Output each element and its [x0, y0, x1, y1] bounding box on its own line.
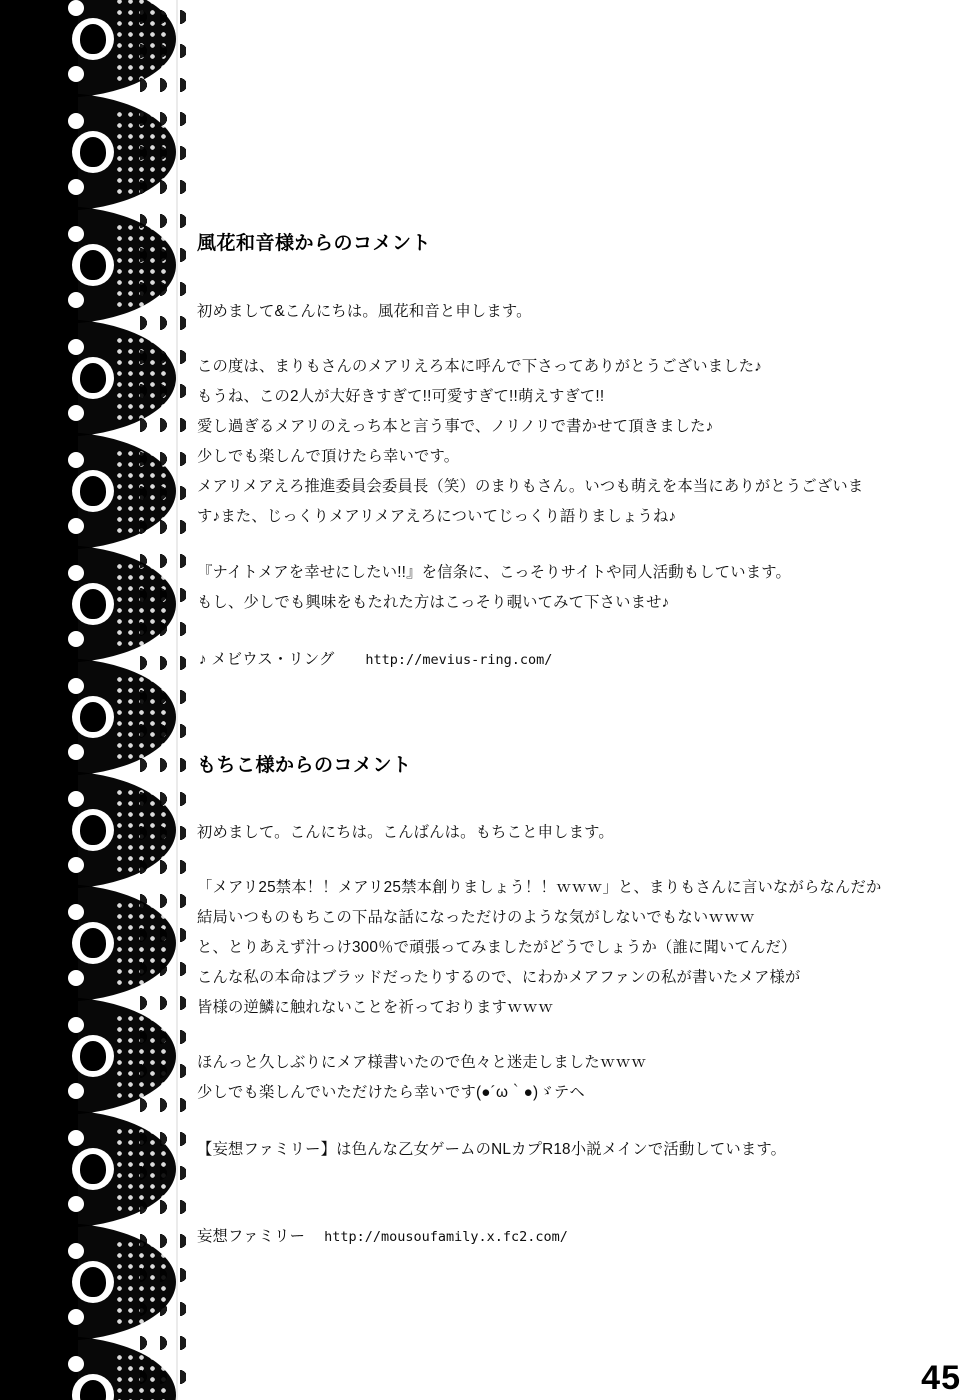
lace-scallop: [58, 0, 176, 98]
section-title-fuuka-kazune: 風花和音様からのコメント: [197, 233, 432, 254]
site-link-mochiko: [197, 1222, 568, 1252]
lace-scallop: [58, 1336, 176, 1400]
lace-scallop: [58, 206, 176, 324]
text-line: 結局いつものもちこの下品な話になっただけのような気がしないでもないｗｗｗ: [197, 909, 755, 926]
text-line: ほんっと久しぶりにメア様書いたので色々と迷走しましたｗｗｗ: [197, 1054, 647, 1071]
section-title-mochiko: もちこ様からのコメント: [197, 755, 412, 776]
text-line: と、とりあえず汁っけ300％で頑張ってみましたがどうでしょうか（誰に聞いてんだ）: [197, 939, 797, 956]
lace-border-decoration: [0, 0, 190, 1400]
text-line: 『ナイトメアを幸せにしたい!!』を信条に、こっそりサイトや同人活動もしています。: [197, 564, 791, 581]
lace-scallop: [58, 997, 176, 1115]
site-link-fuuka-kazune: [199, 645, 552, 675]
text-line: 少しでも楽しんで頂けたら幸いです。: [197, 448, 460, 465]
text-line: 皆様の逆鱗に触れないことを祈っておりますｗｗｗ: [197, 999, 554, 1016]
site-link-url[interactable]: http://mousoufamily.x.fc2.com/: [324, 1229, 568, 1245]
paragraph-block: [197, 352, 897, 532]
text-line: 愛し過ぎるメアリのえっち本と言う事で、ノリノリで書かせて頂きました♪: [197, 418, 714, 435]
paragraph-block: [197, 873, 897, 1023]
site-link-label: ♪ メビウス・リング: [199, 651, 335, 668]
text-line: 少しでも楽しんでいただけたら幸いです(●´ω｀●)ゞテヘ: [197, 1084, 585, 1101]
text-line: こんな私の本命はブラッドだったりするので、にわかメアファンの私が書いたメア様が: [197, 969, 801, 986]
lace-scallop: [58, 93, 176, 211]
text-line: 【妄想ファミリー】は色んな乙女ゲームのNLカプR18小説メインで活動しています。: [197, 1141, 787, 1158]
site-link-url[interactable]: http://mevius-ring.com/: [365, 652, 553, 668]
paragraph-block: [197, 558, 897, 618]
site-link-label: 妄想ファミリー: [197, 1228, 306, 1245]
page-number: 45: [921, 1359, 961, 1397]
lace-scallop: [58, 545, 176, 663]
text-line: もし、少しでも興味をもたれた方はこっそり覗いてみて下さいませ♪: [197, 594, 670, 611]
text-line: 「メアリ25禁本！！メアリ25禁本創りましょう！！ｗｗｗ」と、まりもさんに言いながらなんだか: [197, 879, 882, 896]
lace-edge-line: [176, 0, 178, 1400]
lace-scallop: [58, 771, 176, 889]
lace-scallop: [58, 658, 176, 776]
lace-scallop: [58, 1223, 176, 1341]
paragraph-block: [197, 1048, 897, 1108]
page-content: [197, 0, 897, 1400]
text-line: もうね、この2人が大好きすぎて!!可愛すぎて!!萌えすぎて!!: [197, 388, 605, 405]
lace-scallop: [58, 884, 176, 1002]
lace-scallop: [58, 432, 176, 550]
lace-scallop: [58, 1110, 176, 1228]
section-greeting-mochiko: 初めまして。こんにちは。こんばんは。もちこと申します。: [197, 824, 614, 841]
section-greeting-fuuka-kazune: 初めまして&こんにちは。風花和音と申します。: [197, 303, 532, 320]
paragraph-block: [197, 1135, 897, 1165]
lace-fringe: [140, 0, 186, 1400]
text-line: す♪また、じっくりメアリメアえろについてじっくり語りましょうね♪: [197, 508, 677, 525]
lace-solid-band: [0, 0, 78, 1400]
text-line: この度は、まりもさんのメアリえろ本に呼んで下さってありがとうございました♪: [197, 358, 763, 375]
lace-scallop: [58, 319, 176, 437]
lace-scallop-row: [58, 0, 188, 1400]
text-line: メアリメアえろ推進委員会委員長（笑）のまりもさん。いつも萌えを本当にありがとうございま: [197, 478, 864, 495]
